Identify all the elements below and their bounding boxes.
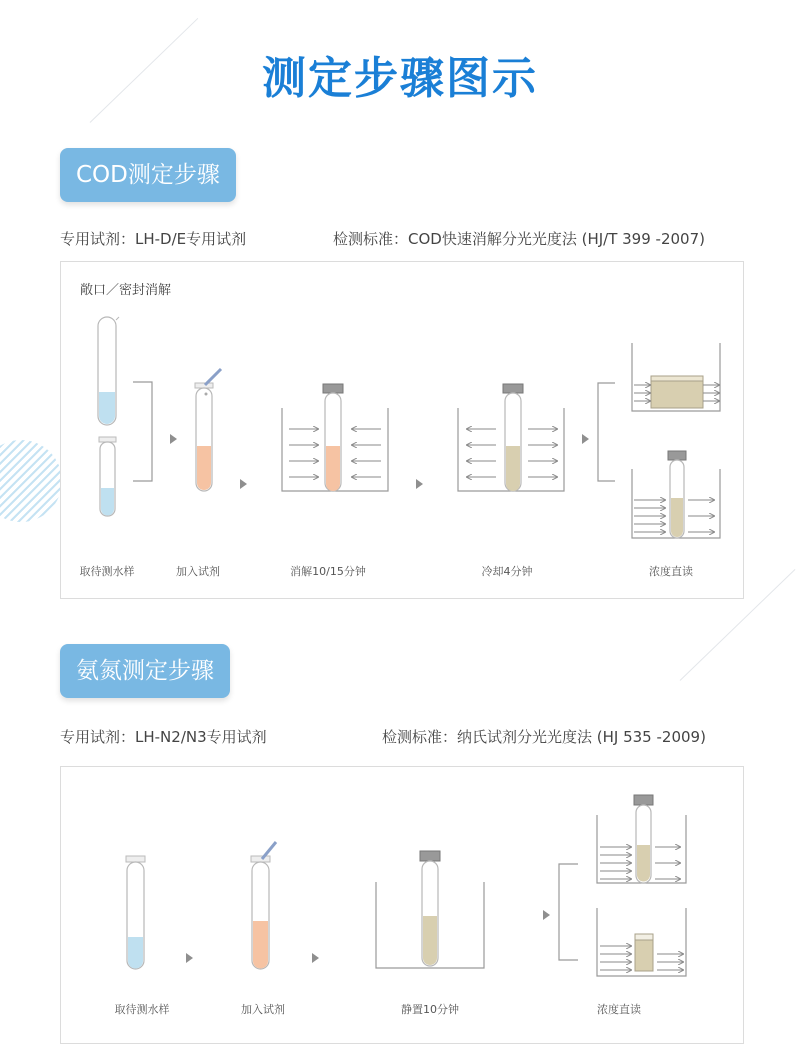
reagent-tube <box>195 369 221 491</box>
bracket <box>133 382 152 481</box>
page-title: 测定步骤图示 <box>262 53 538 104</box>
next-step-arrow <box>312 953 319 963</box>
photometer-cuvette <box>632 343 720 411</box>
digestion-heater <box>282 384 388 491</box>
next-step-arrow <box>416 479 423 489</box>
next-step-arrow <box>543 910 550 920</box>
next-step-arrow <box>582 434 589 444</box>
sample-tube <box>99 437 116 516</box>
sample-tube <box>98 317 119 425</box>
bracket <box>559 864 578 960</box>
reagent-tube <box>251 842 276 969</box>
photometer-tube <box>632 451 720 538</box>
nh-standard-text: 检测标准：纳氏试剂分光光度法 (HJ 535 -2009) <box>382 728 706 746</box>
cod-step-label: 消解10/15分钟 <box>290 565 366 578</box>
nh-step-label: 加入试剂 <box>241 1003 285 1016</box>
cod-reagent-text: 专用试剂：LH-D/E专用试剂 <box>60 230 247 248</box>
cod-standard-text: 检测标准：COD快速消解分光光度法 (HJ/T 399 -2007) <box>333 230 705 248</box>
photometer-cuvette <box>597 908 686 976</box>
photometer-tube <box>597 795 686 883</box>
next-step-arrow <box>240 479 247 489</box>
standing-beaker <box>376 851 484 968</box>
nh-step-label: 取待测水样 <box>114 1003 170 1016</box>
sample-tube <box>126 856 145 969</box>
next-step-arrow <box>170 434 177 444</box>
cod-step-label: 冷却4分钟 <box>481 565 533 578</box>
cod-step-label: 取待测水样 <box>79 565 135 578</box>
nh-step-label: 静置10分钟 <box>401 1003 459 1016</box>
cod-section-label: COD测定步骤 <box>60 148 236 202</box>
cod-step-label: 加入试剂 <box>176 565 220 578</box>
cooling-bath <box>458 384 564 491</box>
nh-reagent-text: 专用试剂：LH-N2/N3专用试剂 <box>60 728 267 746</box>
next-step-arrow <box>186 953 193 963</box>
nh-step-label: 浓度直读 <box>597 1003 641 1016</box>
cod-digestion-mode: 敞口／密封消解 <box>80 283 172 298</box>
bracket <box>598 383 615 481</box>
nh-section-label: 氨氮测定步骤 <box>60 644 230 698</box>
cod-step-label: 浓度直读 <box>649 565 693 578</box>
